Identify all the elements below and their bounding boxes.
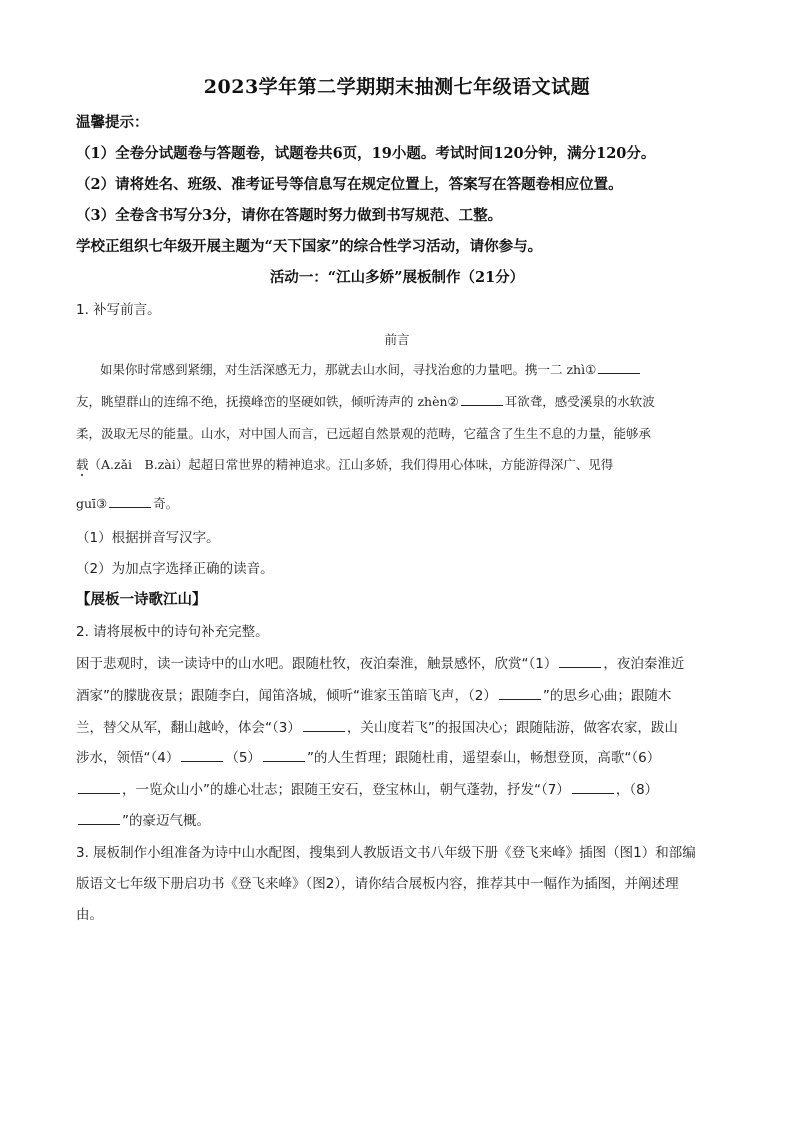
preface-line: 柔，汲取无尽的能量。山水，对中国人而言，已远超自然景观的范畴，它蕴含了生生不息的力量，能够承: [76, 426, 652, 441]
sub-question: （1）根据拼音写汉字。: [76, 530, 220, 546]
intro-text: 学校正组织七年级开展主题为“天下国家”的综合性学习活动，请你参与。: [76, 238, 543, 255]
preface-line: 如果你时常感到紧绷，对生活深感无力，那就去山水间，寻找治愈的力量吧。携一二 zhì①: [100, 360, 642, 378]
poem-line: 兰，替父从军，翻山越岭，体会“（3） ，关山度若飞”的报国决心；跟随陆游，做客农家，跋山: [76, 720, 678, 736]
page-title: 2023学年第二学期期末抽测七年级语文试题: [203, 76, 591, 98]
question-3-line: 3. 展板制作小组准备为诗中山水配图，搜集到人教版语文书八年级下册《登飞来峰》插图（图1）和部编: [76, 845, 696, 861]
question-3-line: 由。: [76, 907, 103, 923]
poem-line: 困于悲观时，读一读诗中的山水吧。跟随杜牧，夜泊秦淮，触景感怀，欣赏“（1） ，夜泊秦淮近: [76, 656, 685, 672]
answer-blank[interactable]: [598, 361, 640, 374]
question-1-stem: 1. 补写前言。: [76, 302, 161, 318]
poem-line: 酒家”的朦胧夜景；跟随李白，闻笛洛城，倾听“谁家玉笛暗飞声，（2） ”的思乡心曲；跟随木: [76, 688, 672, 704]
board-heading: 【展板一诗歌江山】: [76, 591, 207, 608]
tips-heading: 温馨提示：: [76, 114, 149, 131]
poem-line: 涉水，领悟“（4） （5） ”的人生哲理；跟随杜甫，遥望泰山，畅想登顶，高歌“（6）: [76, 750, 661, 766]
preface-line: 友，眺望群山的连绵不绝，抚摸峰峦的坚硬如铁，倾听涛声的 zhèn② 耳欲聋，感受溪泉的水软波: [76, 394, 655, 409]
preface-line: 载（A.zǎi B.zài）起超日常世界的精神追求。江山多娇，我们得用心体味，方能游得深广、见得: [76, 457, 614, 472]
preface-title: 前言: [384, 332, 410, 347]
answer-blank[interactable]: [559, 655, 601, 668]
answer-blank[interactable]: [303, 719, 345, 732]
activity-heading: 活动一：“江山多娇”展板制作（21分）: [269, 269, 525, 286]
tip-item: （3）全卷含书写分3分，请你在答题时努力做到书写规范、工整。: [76, 207, 503, 224]
question-2-stem: 2. 请将展板中的诗句补充完整。: [76, 624, 269, 640]
question-3-line: 版语文七年级下册启功书《登飞来峰》（图2），请你结合展板内容，推荐其中一幅作为插图，并阐述理: [76, 876, 679, 892]
dotted-character: 载: [76, 457, 89, 472]
answer-blank[interactable]: [499, 687, 541, 700]
answer-blank[interactable]: [109, 495, 151, 508]
tip-item: （1）全卷分试题卷与答题卷，试题卷共6页，19小题。考试时间120分钟，满分120分。: [76, 145, 656, 162]
sub-question: （2）为加点字选择正确的读音。: [76, 561, 274, 577]
poem-line: ”的豪迈气概。: [76, 809, 210, 829]
poem-line: ，一览众山小”的雄心壮志；跟随王安石，登宝林山，朝气蓬勃，抒发“（7） ，（8）: [76, 778, 658, 798]
answer-blank[interactable]: [78, 812, 120, 825]
tip-item: （2）请将姓名、班级、准考证号等信息写在规定位置上，答案写在答题卷相应位置。: [76, 176, 623, 193]
answer-blank[interactable]: [78, 781, 120, 794]
answer-blank[interactable]: [263, 749, 305, 762]
answer-blank[interactable]: [461, 393, 503, 406]
answer-blank[interactable]: [181, 749, 223, 762]
answer-blank[interactable]: [572, 781, 614, 794]
preface-line: guī③ 奇。: [76, 496, 179, 511]
